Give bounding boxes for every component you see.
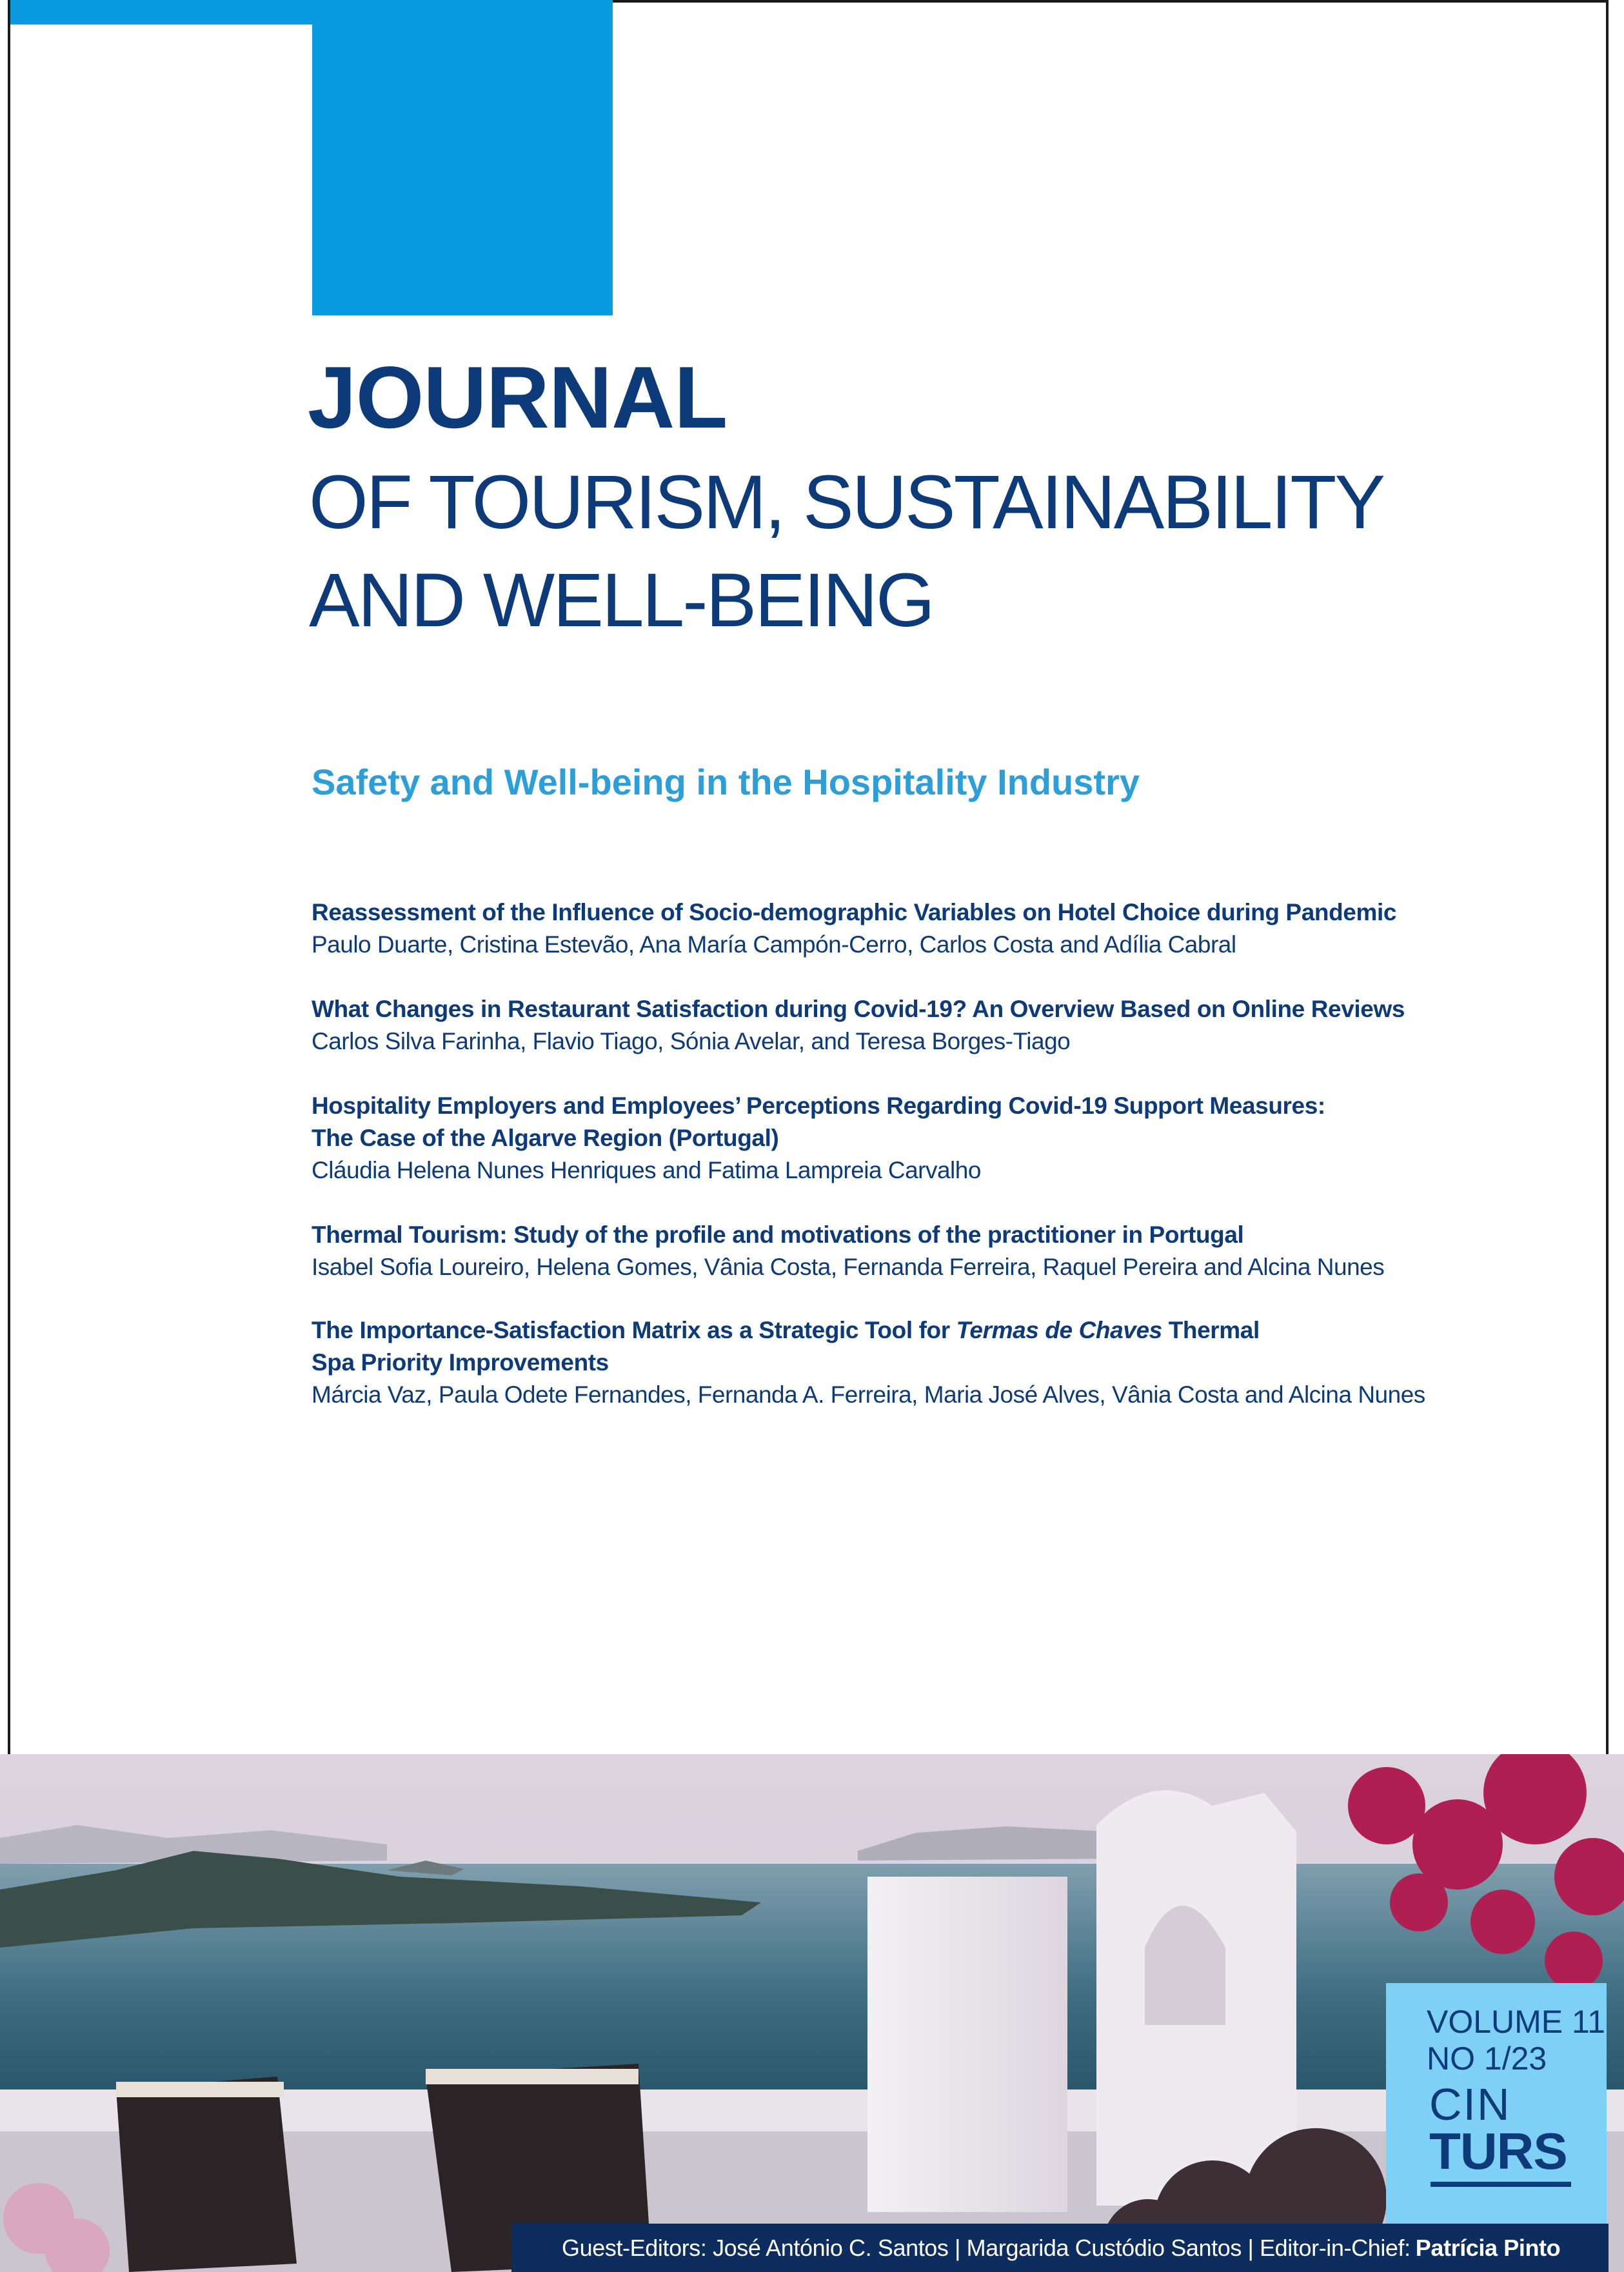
page-border-right: [1606, 0, 1609, 1754]
journal-title-line-1: OF TOURISM, SUSTAINABILITY: [309, 460, 1384, 545]
issue-number-label: NO 1/23: [1427, 2040, 1547, 2077]
article-title: What Changes in Restaurant Satisfaction during Covid-19? An Overview Based on Online Reviews: [312, 996, 1405, 1022]
article-title-post: Thermal: [1162, 1317, 1260, 1343]
article-title: Reassessment of the Influence of Socio-demographic Variables on Hotel Choice during Pandemic: [312, 899, 1397, 925]
issue-theme: Safety and Well-being in the Hospitality Industry: [312, 762, 1140, 802]
article-title-italic: Termas de Chaves: [956, 1317, 1162, 1343]
article-authors: Carlos Silva Farinha, Flavio Tiago, Sónia Avelar, and Teresa Borges-Tiago: [312, 1028, 1071, 1054]
journal-title-main: JOURNAL: [308, 348, 728, 446]
cover-photo: [0, 1754, 1624, 2272]
article-authors: Márcia Vaz, Paula Odete Fernandes, Fernanda A. Ferreira, Maria José Alves, Vânia Costa and Alcina Nunes: [312, 1381, 1425, 1408]
header-accent-block: [312, 0, 613, 315]
article-authors: Paulo Duarte, Cristina Estevão, Ana María Campón-Cerro, Carlos Costa and Adília Cabral: [312, 931, 1236, 958]
editors-text: Guest-Editors: José António C. Santos | Margarida Custódio Santos | Editor-in-Chief:: [562, 2234, 1411, 2261]
cinturs-logo-underline: [1431, 2182, 1571, 2187]
article-title: Thermal Tourism: Study of the profile and motivations of the practitioner in Portugal: [312, 1221, 1244, 1248]
article-title-line-1: [312, 1314, 1601, 1347]
article-entry: [312, 1090, 1601, 1187]
article-title-pre: The Importance-Satisfaction Matrix as a Strategic Tool for: [312, 1317, 956, 1343]
page-border-left: [8, 0, 10, 1754]
article-title-line-2: Spa Priority Improvements: [312, 1349, 609, 1376]
article-entry: [312, 896, 1601, 961]
page-border-top: [613, 0, 1609, 3]
editors-footer: [511, 2224, 1609, 2272]
cinturs-logo-bottom: TURS: [1429, 2122, 1567, 2180]
cinturs-logo-top: CIN: [1429, 2079, 1511, 2129]
journal-title-line-2: AND WELL-BEING: [309, 558, 933, 643]
article-authors: Cláudia Helena Nunes Henriques and Fatima Lampreia Carvalho: [312, 1157, 981, 1183]
article-title-line-1: Hospitality Employers and Employees’ Perceptions Regarding Covid-19 Support Measures:: [312, 1092, 1325, 1119]
article-authors: Isabel Sofia Loureiro, Helena Gomes, Vânia Costa, Fernanda Ferreira, Raquel Pereira and Alcina Nunes: [312, 1254, 1385, 1280]
article-entry: [312, 1219, 1601, 1283]
article-entry: [312, 1314, 1601, 1411]
article-title-line-2: The Case of the Algarve Region (Portugal): [312, 1125, 779, 1151]
editor-in-chief-name: Patrícia Pinto: [1415, 2234, 1561, 2261]
article-entry: [312, 993, 1601, 1058]
volume-label: VOLUME 11: [1427, 2004, 1605, 2040]
